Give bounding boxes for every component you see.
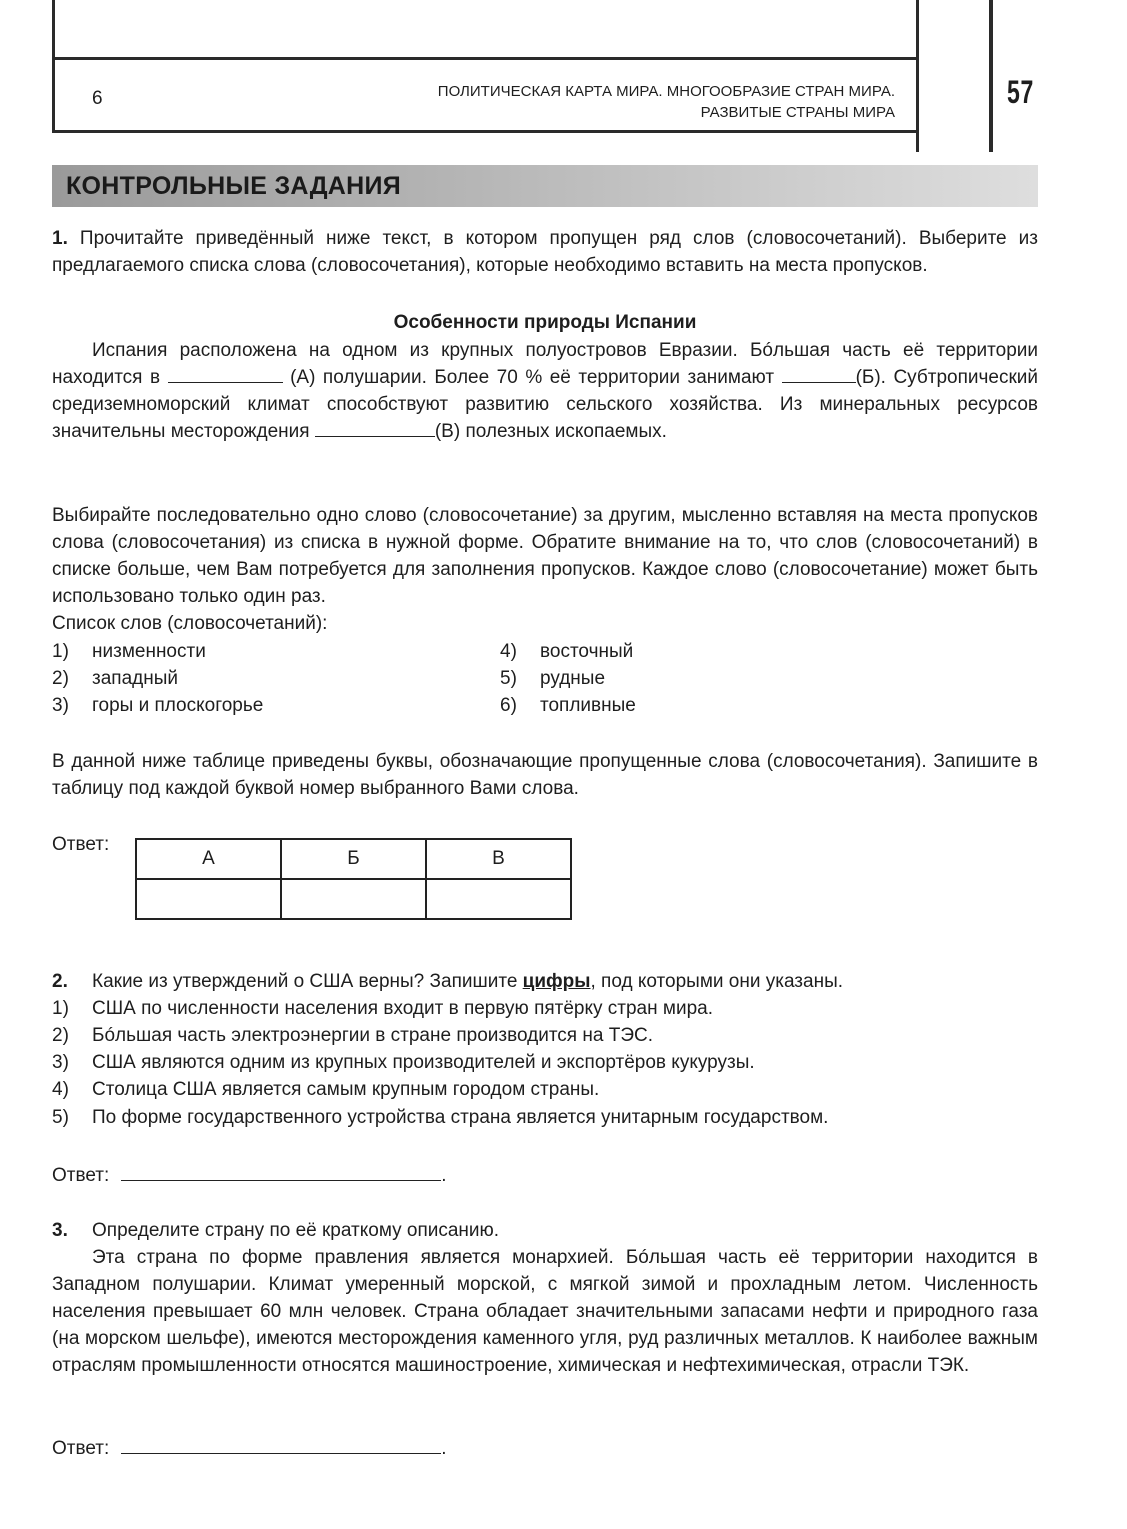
answer-table-header-cell: А: [136, 839, 281, 879]
task3-answer-label: Ответ:: [52, 1438, 110, 1459]
word-list-item: 4) восточный: [500, 641, 634, 662]
blank-v: [315, 418, 435, 437]
section-title: КОНТРОЛЬНЫЕ ЗАДАНИЯ: [66, 172, 402, 200]
answer-cell-a[interactable]: [136, 879, 281, 919]
spain-text-part2: (А) полушарии. Более 70 % её территории занимают: [290, 367, 775, 388]
spain-text-part4: (В) полезных ископаемых.: [434, 421, 667, 442]
statement-item: 2) Бóльшая часть электроэнергии в стране производится на ТЭС.: [52, 1025, 653, 1046]
word-list-item: 6) топливные: [500, 695, 636, 716]
statement-item: 5) По форме государственного устройства страна является унитарным государством.: [52, 1107, 829, 1128]
section-banner: [52, 165, 1038, 207]
task1-answer-label: Ответ:: [52, 834, 110, 855]
answer-table: [135, 838, 572, 920]
blank-a: [168, 364, 283, 383]
header-frame-top-rule: [52, 57, 919, 60]
chapter-number: 6: [92, 88, 103, 109]
word-list-item: 3) горы и плоскогорье: [52, 695, 264, 716]
answer-table-header-row: [136, 839, 571, 879]
word-list-item: 2) западный: [52, 668, 178, 689]
statement-item: 3) США являются одним из крупных производителей и экспортёров кукурузы.: [52, 1052, 755, 1073]
task1-intro-text: Прочитайте приведённый ниже текст, в котором пропущен ряд слов (словосочетаний). Выберите из предлагаемого списка слова (словосочетания), которые необходимо вставить на места пропусков.: [52, 228, 1038, 276]
chapter-title-line1: ПОЛИТИЧЕСКАЯ КАРТА МИРА. МНОГООБРАЗИЕ СТРАН МИРА.: [437, 83, 895, 100]
spain-text-part1: Испания расположена на одном из крупных полуостровов Евразии. Бóльшая часть её территории находится в: [52, 340, 1038, 388]
answer-table-header-cell: В: [426, 839, 571, 879]
answer-table-input-row: [136, 879, 571, 919]
task2-answer: Ответ: .: [52, 1160, 447, 1189]
header-frame-left-line: [52, 0, 55, 132]
task1-number: 1.: [52, 228, 68, 249]
statement-item: 1) США по численности населения входит в первую пятёрку стран мира.: [52, 998, 713, 1019]
word-list-item: 5) рудные: [500, 668, 606, 689]
task1-instructions: Выбирайте последовательно одно слово (словосочетание) за другим, мысленно вставляя на места пропусков слова (словосочетания) из списка в нужной форме. Обратите внимание на то, что слов (словосочетаний) в списке больше, чем Вам потребуется для заполнения пропусков. Каждое слово (словосочетание) может быть использовано только один раз.: [52, 505, 1038, 607]
task1-spain-paragraph: [52, 337, 1038, 445]
spain-text-part3: (Б). Субтропический средиземноморский климат способствуют развитию сельского хозяйства. Из минеральных ресурсов значительны месторождения: [52, 367, 1039, 442]
task3-question: 3. Определите страну по её краткому описанию.: [52, 1217, 499, 1244]
header-frame-bottom-rule: [52, 130, 919, 133]
answer-cell-v[interactable]: [426, 879, 571, 919]
blank-b: [782, 364, 856, 383]
task2-question: 2. Какие из утверждений о США верны? Запишите цифры, под которыми они указаны.: [52, 968, 843, 995]
header-frame-right-line: [989, 0, 993, 152]
statement-item: 4) Столица США является самым крупным городом страны.: [52, 1079, 600, 1100]
answer-table-header-cell: Б: [281, 839, 426, 879]
task2-answer-line[interactable]: [121, 1160, 441, 1181]
page-number: 57: [1007, 74, 1035, 110]
chapter-title: [438, 81, 895, 123]
task1-text-title: Особенности природы Испании: [393, 312, 697, 333]
word-list-item: 1) низменности: [52, 641, 206, 662]
task3-answer: Ответ: .: [52, 1433, 447, 1462]
emphasized-word: цифры: [522, 971, 591, 992]
chapter-title-line2: РАЗВИТЫЕ СТРАНЫ МИРА: [700, 104, 895, 121]
task3-answer-line[interactable]: [121, 1433, 441, 1454]
task1-intro: [52, 225, 1038, 279]
task3-number: 3.: [52, 1220, 68, 1241]
task2-number: 2.: [52, 971, 68, 992]
task2-answer-label: Ответ:: [52, 1165, 110, 1186]
answer-cell-b[interactable]: [281, 879, 426, 919]
word-list-title: Список слов (словосочетаний):: [52, 613, 328, 634]
task1-table-note: В данной ниже таблице приведены буквы, обозначающие пропущенные слова (словосочетания). Запишите в таблицу под каждой буквой номер выбранного Вами слова.: [52, 751, 1038, 799]
task3-description: Эта страна по форме правления является монархией. Бóльшая часть её территории находится в Западном полушарии. Климат умеренный морской, с мягкой зимой и прохладным летом. Численность населения превышает 60 млн человек. Страна обладает значительными запасами нефти и природного газа (на морском шельфе), имеются месторождения каменного угля, руд различных металлов. К наиболее важным отраслям промышленности относятся машиностроение, химическая и нефтехимическая, отрасли ТЭК.: [52, 1247, 1038, 1376]
